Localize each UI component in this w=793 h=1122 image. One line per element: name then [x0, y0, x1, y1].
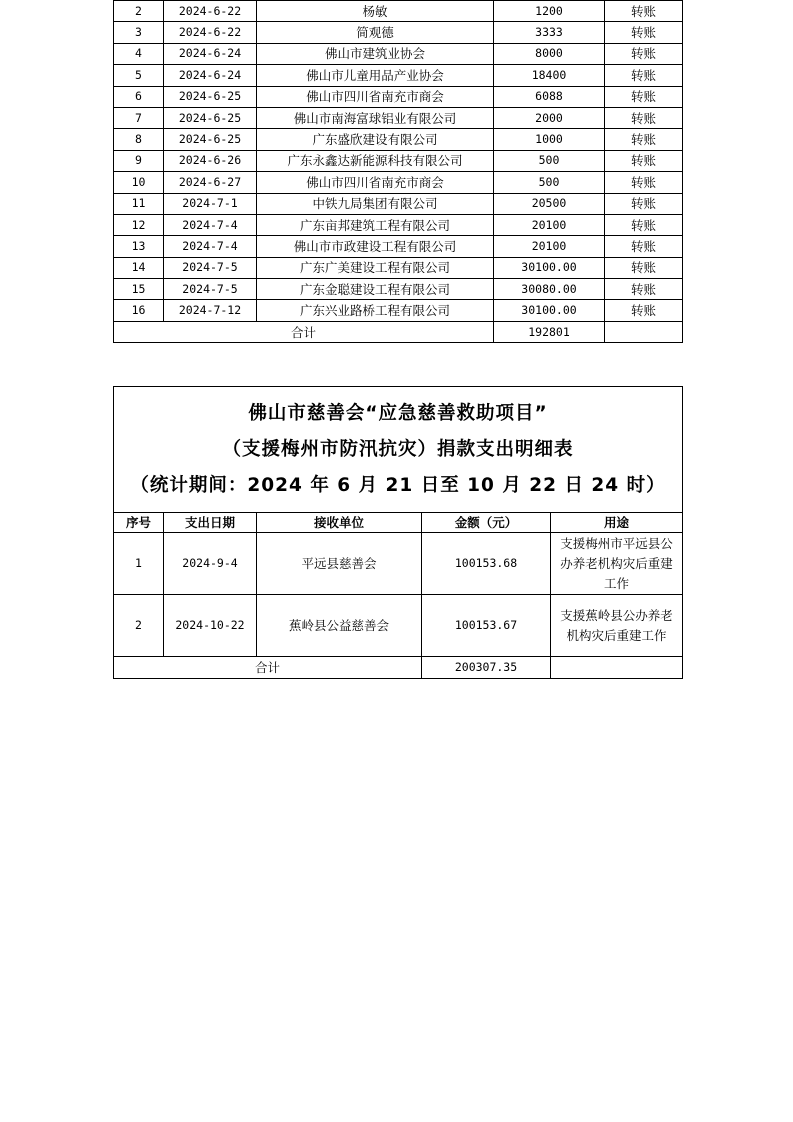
row-no: 5: [114, 65, 164, 86]
donation-row: [114, 86, 683, 107]
row-amount: 2000: [494, 107, 605, 128]
donation-row: [114, 214, 683, 235]
donation-row: [114, 257, 683, 278]
row-method: 转账: [605, 279, 683, 300]
row-date: 2024-6-24: [164, 65, 257, 86]
header-purpose: 用途: [551, 513, 683, 533]
row-no: 1: [114, 533, 164, 595]
row-no: 6: [114, 86, 164, 107]
row-donor: 广东金聪建设工程有限公司: [257, 279, 494, 300]
donation-row: [114, 65, 683, 86]
row-date: 2024-7-4: [164, 214, 257, 235]
donation-row: [114, 279, 683, 300]
row-recipient: 蕉岭县公益慈善会: [257, 595, 422, 657]
row-date: 2024-6-22: [164, 22, 257, 43]
donation-income-table: [113, 0, 683, 343]
row-method: 转账: [605, 300, 683, 321]
row-amount: 20500: [494, 193, 605, 214]
row-date: 2024-9-4: [164, 533, 257, 595]
row-no: 3: [114, 22, 164, 43]
row-amount: 18400: [494, 65, 605, 86]
row-donor: 佛山市四川省南充市商会: [257, 86, 494, 107]
expenditure-total-purpose: [551, 657, 683, 679]
row-purpose: 支援蕉岭县公办养老机构灾后重建工作: [551, 595, 683, 657]
row-no: 4: [114, 43, 164, 64]
donation-row: [114, 129, 683, 150]
donation-table-body: [114, 1, 683, 322]
row-method: 转账: [605, 65, 683, 86]
row-no: 11: [114, 193, 164, 214]
row-no: 2: [114, 1, 164, 22]
donation-row: [114, 150, 683, 171]
row-amount: 100153.67: [422, 595, 551, 657]
donation-row: [114, 193, 683, 214]
row-date: 2024-6-25: [164, 129, 257, 150]
row-donor: 广东亩邦建筑工程有限公司: [257, 214, 494, 235]
row-amount: 500: [494, 150, 605, 171]
row-date: 2024-7-12: [164, 300, 257, 321]
row-amount: 100153.68: [422, 533, 551, 595]
row-no: 9: [114, 150, 164, 171]
donation-total-method: [605, 321, 683, 342]
row-donor: 杨敏: [257, 1, 494, 22]
row-amount: 3333: [494, 22, 605, 43]
expenditure-title-row: [114, 387, 683, 513]
expenditure-total-amount: 200307.35: [422, 657, 551, 679]
row-donor: 佛山市市政建设工程有限公司: [257, 236, 494, 257]
row-date: 2024-6-26: [164, 150, 257, 171]
row-recipient: 平远县慈善会: [257, 533, 422, 595]
row-method: 转账: [605, 150, 683, 171]
row-no: 14: [114, 257, 164, 278]
row-date: 2024-6-24: [164, 43, 257, 64]
row-amount: 20100: [494, 214, 605, 235]
row-donor: 广东盛欣建设有限公司: [257, 129, 494, 150]
donation-row: [114, 236, 683, 257]
expenditure-row: [114, 595, 683, 657]
row-amount: 30080.00: [494, 279, 605, 300]
row-purpose: 支援梅州市平远县公办养老机构灾后重建工作: [551, 533, 683, 595]
row-donor: 广东兴业路桥工程有限公司: [257, 300, 494, 321]
expenditure-total-row: [114, 657, 683, 679]
row-date: 2024-6-22: [164, 1, 257, 22]
row-date: 2024-6-25: [164, 86, 257, 107]
row-date: 2024-6-27: [164, 172, 257, 193]
row-donor: 简观德: [257, 22, 494, 43]
title-line-3: （统计期间：2024 年 6 月 21 日至 10 月 22 日 24 时）: [130, 474, 666, 496]
header-recipient: 接收单位: [257, 513, 422, 533]
row-donor: 佛山市四川省南充市商会: [257, 172, 494, 193]
row-method: 转账: [605, 257, 683, 278]
header-no: 序号: [114, 513, 164, 533]
row-amount: 500: [494, 172, 605, 193]
row-no: 16: [114, 300, 164, 321]
row-method: 转账: [605, 22, 683, 43]
title-line-2: （支援梅州市防汛抗灾）捐款支出明细表: [222, 438, 574, 460]
row-method: 转账: [605, 86, 683, 107]
row-date: 2024-6-25: [164, 107, 257, 128]
row-method: 转账: [605, 129, 683, 150]
row-date: 2024-7-1: [164, 193, 257, 214]
row-method: 转账: [605, 43, 683, 64]
expenditure-detail-table: [113, 386, 683, 679]
row-no: 7: [114, 107, 164, 128]
row-no: 15: [114, 279, 164, 300]
row-method: 转账: [605, 172, 683, 193]
row-amount: 20100: [494, 236, 605, 257]
expenditure-total-label: 合计: [114, 657, 422, 679]
expenditure-header-row: [114, 513, 683, 533]
row-method: 转账: [605, 214, 683, 235]
row-donor: 佛山市儿童用品产业协会: [257, 65, 494, 86]
donation-row: [114, 43, 683, 64]
row-donor: 广东永鑫达新能源科技有限公司: [257, 150, 494, 171]
donation-row: [114, 1, 683, 22]
row-no: 10: [114, 172, 164, 193]
expenditure-row: [114, 533, 683, 595]
row-method: 转账: [605, 193, 683, 214]
row-donor: 广东广美建设工程有限公司: [257, 257, 494, 278]
donation-row: [114, 172, 683, 193]
row-method: 转账: [605, 236, 683, 257]
row-date: 2024-7-5: [164, 279, 257, 300]
row-date: 2024-7-5: [164, 257, 257, 278]
row-method: 转账: [605, 1, 683, 22]
row-amount: 1000: [494, 129, 605, 150]
row-amount: 30100.00: [494, 257, 605, 278]
donation-row: [114, 107, 683, 128]
donation-row: [114, 22, 683, 43]
row-donor: 佛山市南海富球铝业有限公司: [257, 107, 494, 128]
row-method: 转账: [605, 107, 683, 128]
row-amount: 6088: [494, 86, 605, 107]
row-date: 2024-7-4: [164, 236, 257, 257]
row-amount: 1200: [494, 1, 605, 22]
donation-row: [114, 300, 683, 321]
row-amount: 8000: [494, 43, 605, 64]
row-amount: 30100.00: [494, 300, 605, 321]
title-line-1: 佛山市慈善会“应急慈善救助项目”: [248, 402, 548, 424]
donation-total-row: [114, 321, 683, 342]
row-no: 13: [114, 236, 164, 257]
donation-total-amount: 192801: [494, 321, 605, 342]
header-date: 支出日期: [164, 513, 257, 533]
row-no: 12: [114, 214, 164, 235]
header-amount: 金额（元）: [422, 513, 551, 533]
row-donor: 佛山市建筑业协会: [257, 43, 494, 64]
row-no: 8: [114, 129, 164, 150]
donation-total-label: 合计: [114, 321, 494, 342]
row-date: 2024-10-22: [164, 595, 257, 657]
row-donor: 中铁九局集团有限公司: [257, 193, 494, 214]
expenditure-title: [114, 387, 683, 513]
row-no: 2: [114, 595, 164, 657]
